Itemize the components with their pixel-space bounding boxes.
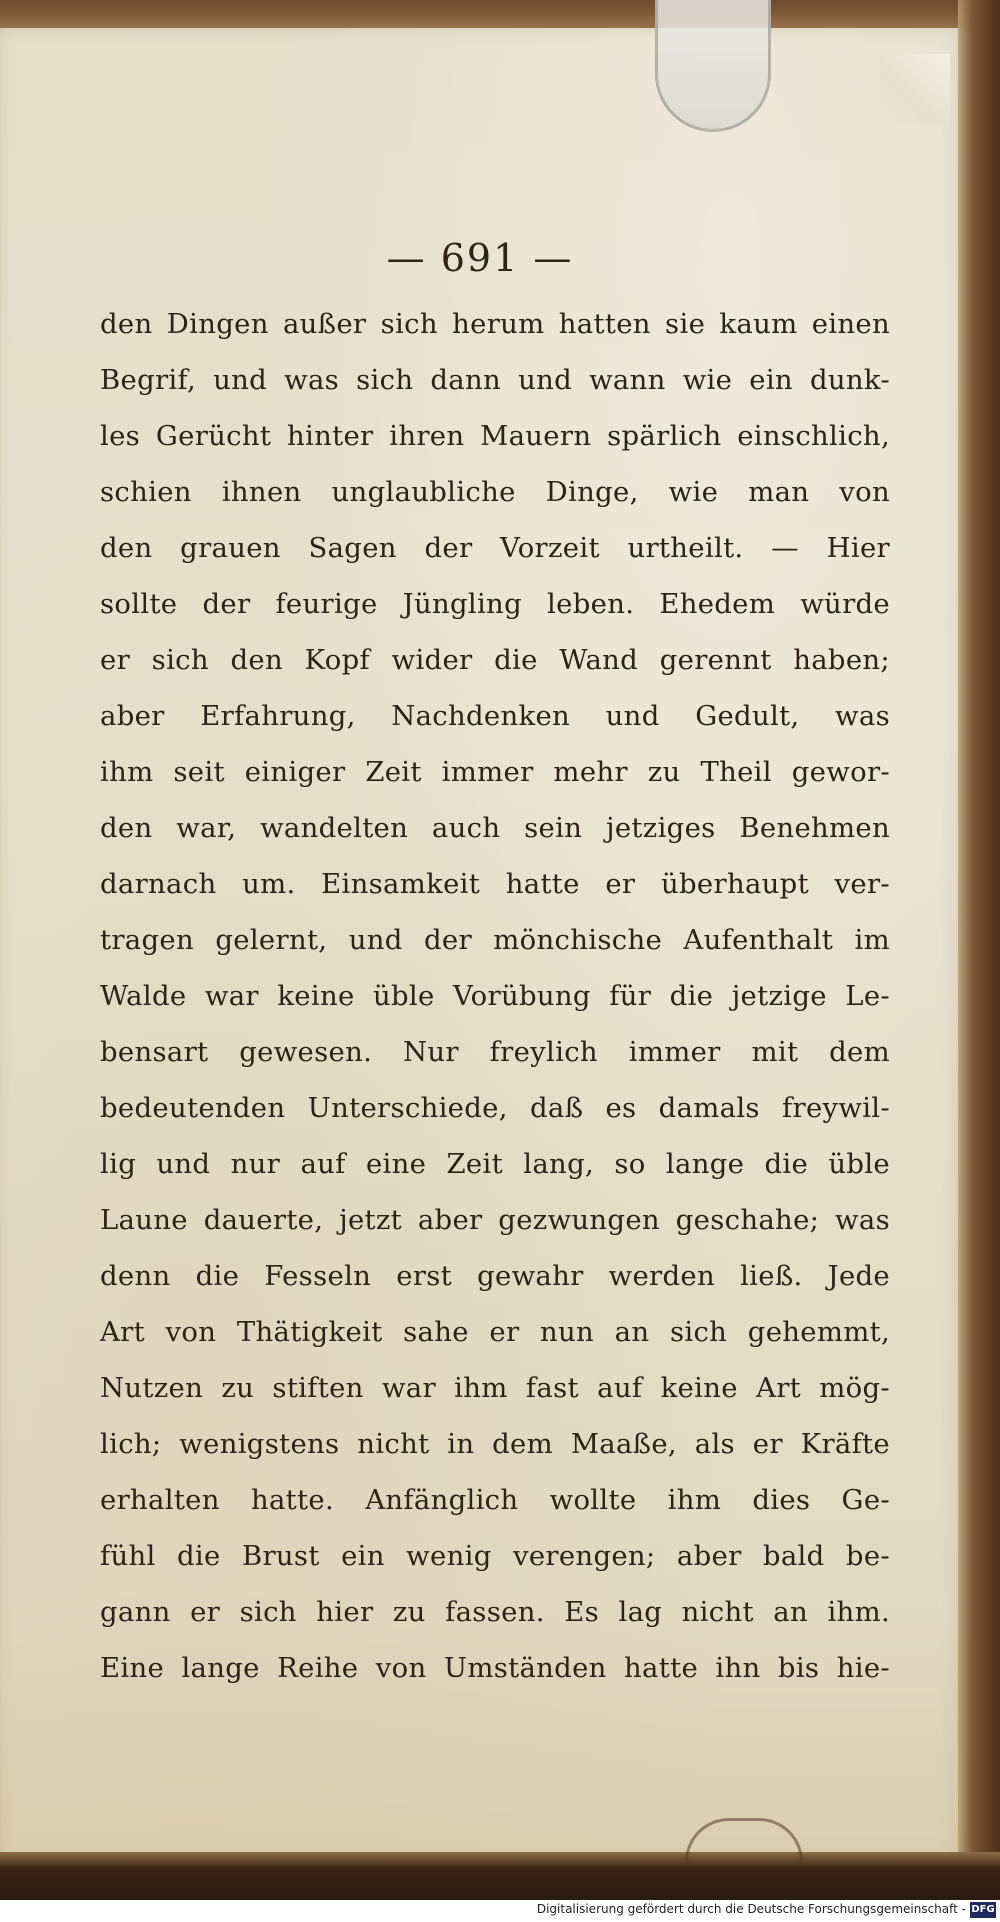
folded-corner [880,54,950,124]
text-line: Laune dauerte, jetzt aber gezwungen geschahe; was [100,1204,890,1236]
book-bottom-edge [0,1852,1000,1866]
text-line: aber Erfahrung, Nachdenken und Gedult, was [100,700,890,732]
text-line: lig und nur auf eine Zeit lang, so lange die üble [100,1148,890,1180]
text-line: denn die Fesseln erst gewahr werden ließ. Jede [100,1260,890,1292]
text-line: erhalten hatte. Anfänglich wollte ihm dies Ge- [100,1484,890,1516]
text-line: ihm seit einiger Zeit immer mehr zu Theil gewor- [100,756,890,788]
page-number: — 691 — [386,236,574,280]
text-line: er sich den Kopf wider die Wand gerennt haben; [100,644,890,676]
bookmark-clip [655,0,771,132]
text-line: les Gerücht hinter ihren Mauern spärlich einschlich, [100,420,890,452]
text-line: darnach um. Einsamkeit hatte er überhaupt ver- [100,868,890,900]
text-line: fühl die Brust ein wenig verengen; aber bald be- [100,1540,890,1572]
text-line: bensart gewesen. Nur freylich immer mit dem [100,1036,890,1068]
text-line: lich; wenigstens nicht in dem Maaße, als er Kräfte [100,1428,890,1460]
text-line: den Dingen außer sich herum hatten sie kaum einen [100,308,890,340]
text-line: Walde war keine üble Vorübung für die jetzige Le- [100,980,890,1012]
scan-background-strip [0,1866,1000,1900]
text-line: den grauen Sagen der Vorzeit urtheilt. — Hier [100,532,890,564]
book-fore-edge [958,0,1000,1922]
funding-credit: Digitalisierung gefördert durch die Deutsche Forschungsgemeinschaft - [536,1902,966,1916]
text-line: Eine lange Reihe von Umständen hatte ihn bis hie- [100,1652,890,1684]
text-line: sollte der feurige Jüngling leben. Ehedem würde [100,588,890,620]
book-page [0,28,975,1870]
text-line: schien ihnen unglaubliche Dinge, wie man von [100,476,890,508]
page-text [100,296,890,1696]
dfg-logo: DFG [970,1902,996,1918]
digitization-footer [0,1900,1000,1922]
text-line: Begrif, und was sich dann und wann wie ein dunk- [100,364,890,396]
text-line: tragen gelernt, und der mönchische Aufenthalt im [100,924,890,956]
text-line: den war, wandelten auch sein jetziges Benehmen [100,812,890,844]
text-line: gann er sich hier zu fassen. Es lag nicht an ihm. [100,1596,890,1628]
text-line: bedeutenden Unterschiede, daß es damals freywil- [100,1092,890,1124]
text-line: Art von Thätigkeit sahe er nun an sich gehemmt, [100,1316,890,1348]
text-line: Nutzen zu stiften war ihm fast auf keine Art mög- [100,1372,890,1404]
